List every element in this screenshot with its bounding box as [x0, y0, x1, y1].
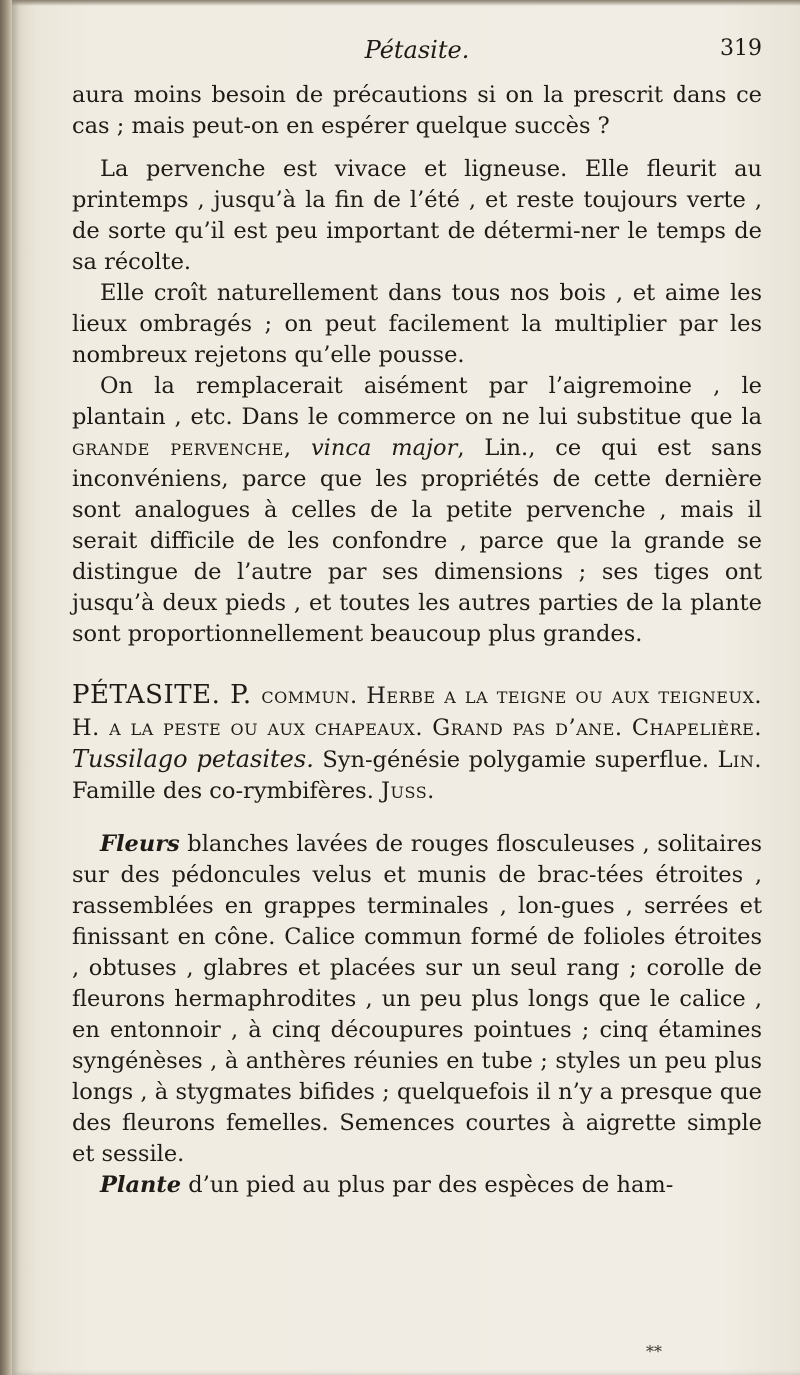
author-linnaeus: Lin. — [717, 747, 762, 773]
page-header — [72, 36, 762, 76]
substitution-text-b: , — [283, 435, 311, 461]
paragraph-vivace: La pervenche est vivace et ligneuse. Elle fleurit au printemps , jusqu’à la fin de l’été , et reste toujours verte , de sorte qu’il est peu important de détermi-ner le temps de sa récolte. — [72, 156, 762, 275]
paragraph-habitat: Elle croît naturellement dans tous nos bois , et aime les lieux ombragés ; on peut facilement la multiplier par les nombreux rejetons qu’elle pousse. — [72, 280, 762, 368]
body-text — [72, 80, 762, 1201]
substitution-text-a: On la remplacerait aisément par l’aigremoine , le plantain , etc. Dans le commerce on ne lui substitue que la — [72, 373, 762, 430]
entry-synonyms: commun. Herbe a la teigne ou aux teigneux. H. a la peste ou aux chapeaux. Grand pas d’ane. Chapelière. — [72, 683, 762, 741]
entry-family: Famille des co-rymbifères. — [72, 778, 382, 804]
paragraph-plante — [72, 1170, 762, 1201]
fleurs-lead: Fleurs — [100, 831, 180, 857]
latin-name-tussilago: Tussilago petasites. — [72, 745, 314, 773]
page-top-edge — [12, 0, 800, 6]
plante-description: d’un pied au plus par des espèces de ham- — [181, 1172, 674, 1198]
author-jussieu: Juss. — [381, 778, 435, 804]
book-gutter — [0, 0, 12, 1375]
plante-lead: Plante — [100, 1172, 182, 1198]
page-number: 319 — [720, 36, 762, 61]
signature-mark: ** — [646, 1342, 662, 1361]
fleurs-description: blanches lavées de rouges flosculeuses , solitaires sur des pédoncules velus et munis de brac-tées étroites , rassemblées en grappes terminales , lon-gues , serrées et finissant en cône. Calice commun formé de folioles étroites , obtuses , glabres et placées sur un seul rang ; corolle de fleurons hermaphrodites , un peu plus longs que le calice , en entonnoir , à cinq découpures pointues ; cinq étamines syngénèses , à anthères réunies en tube ; styles un peu plus longs , à stygmates bifides ; quelquefois il n’y a presque que des fleurons femelles. Semences courtes à aigrette simple et sessile. — [72, 831, 762, 1167]
entry-abbrev: P. — [220, 680, 262, 710]
entry-title: PÉTASITE. — [72, 680, 221, 710]
substitution-text-c: , Lin., ce qui est sans inconvéniens, parce que les propriétés de cette dernière sont analogues à celles de la petite pervenche , mais il serait difficile de les confondre , parce que la grande se distingue de l’autre par ses dimensions ; ses tiges ont jusqu’à deux pieds , et toutes les autres parties de la plante sont proportionnellement beaucoup plus grandes. — [72, 435, 762, 647]
paragraph-continuation: aura moins besoin de précautions si on la prescrit dans ce cas ; mais peut-on en espérer quelque succès ? — [72, 82, 762, 139]
paragraph-fleurs — [72, 829, 762, 1170]
entry-classification: Syn-génésie polygamie superflue. — [313, 747, 718, 773]
paragraph-substitution — [72, 371, 762, 650]
entry-petasite — [72, 680, 762, 807]
running-title: Pétasite. — [364, 36, 470, 64]
grande-pervenche-smallcaps: grande pervenche — [72, 435, 284, 461]
latin-name-vinca: vinca major — [310, 435, 458, 461]
